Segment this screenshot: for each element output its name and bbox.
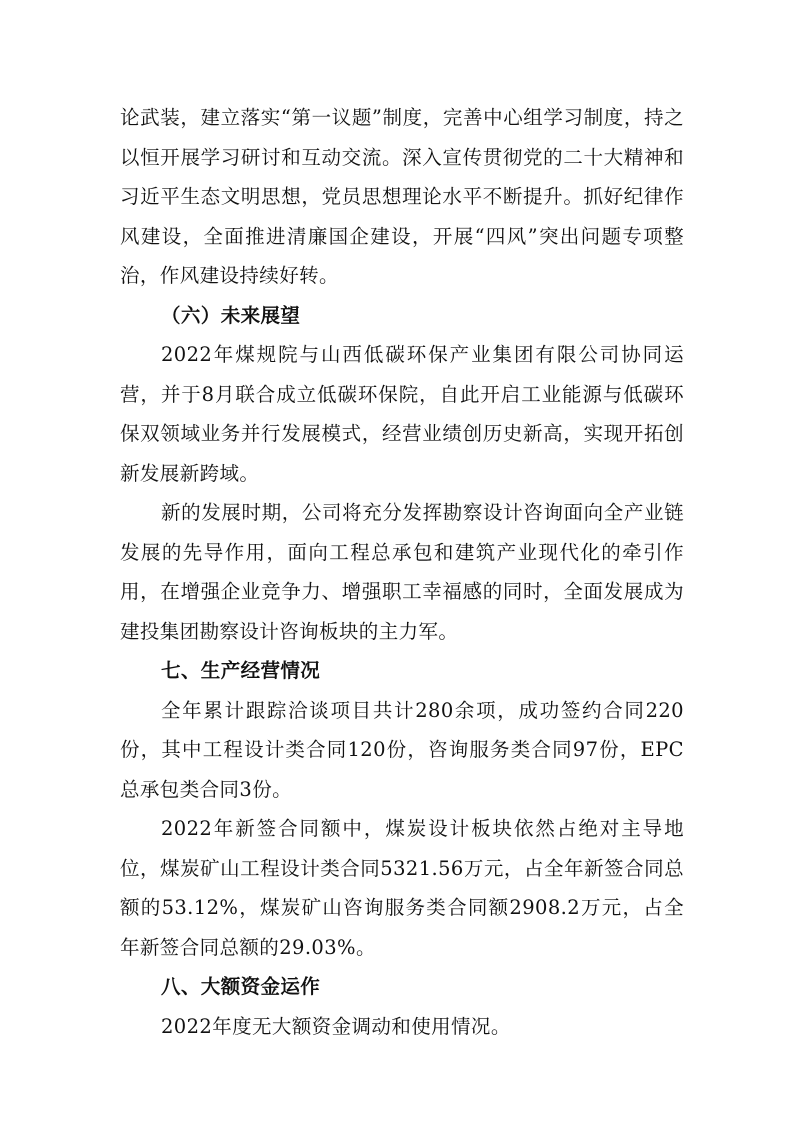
section-heading-funds: 八、大额资金运作 xyxy=(161,975,321,998)
section-heading-production: 七、生产经营情况 xyxy=(161,659,321,682)
paragraph-production-1: 全年累计跟踪洽谈项目共计280余项，成功签约合同220份，其中工程设计类合同120份，咨询服务类合同97份，EPC总承包类合同3份。 xyxy=(120,698,684,801)
paragraph-outlook-2: 新的发展时期，公司将充分发挥勘察设计咨询面向全产业链发展的先导作用，面向工程总承包和建筑产业现代化的牵引作用，在增强企业竞争力、增强职工幸福感的同时，全面发展成为建投集团勘察设计咨询板块的主力军。 xyxy=(120,501,684,643)
section-heading-outlook: （六）未来展望 xyxy=(161,303,301,327)
paragraph-party-building: 论武装，建立落实“第一议题”制度，完善中心组学习制度，持之以恒开展学习研讨和互动交流。深入宣传贯彻党的二十大精神和习近平生态文明思想，党员思想理论水平不断提升。抓好纪律作风建设，全面推进清廉国企建设，开展“四风”突出问题专项整治，作风建设持续好转。 xyxy=(120,106,684,287)
paragraph-outlook-1: 2022年煤规院与山西低碳环保产业集团有限公司协同运营，并于8月联合成立低碳环保院，自此开启工业能源与低碳环保双领域业务并行发展模式，经营业绩创历史新高，实现开拓创新发展新跨域。 xyxy=(120,343,684,485)
paragraph-production-2: 2022年新签合同额中，煤炭设计板块依然占绝对主导地位，煤炭矿山工程设计类合同5321.56万元，占全年新签合同总额的53.12%，煤炭矿山咨询服务类合同额2908.2万元，占全年新签合同总额的29.03%。 xyxy=(120,817,684,959)
paragraph-funds: 2022年度无大额资金调动和使用情况。 xyxy=(161,1014,511,1038)
